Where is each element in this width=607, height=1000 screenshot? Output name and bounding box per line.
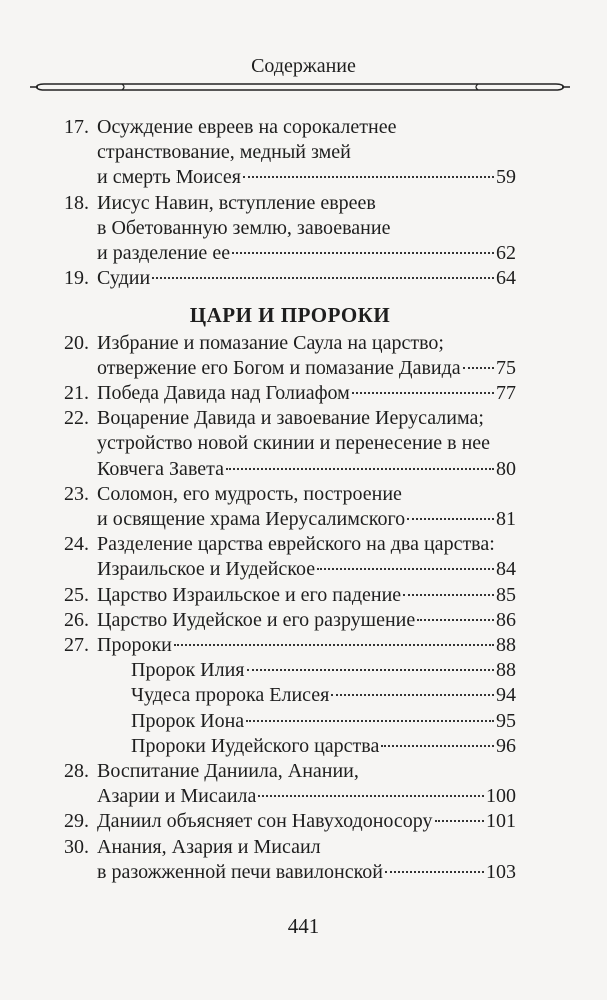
entry-page: 85 bbox=[496, 583, 516, 606]
entry-title-line: Соломон, его мудрость, построение bbox=[97, 482, 402, 505]
entry-title-line: Избрание и помазание Саула на царство; bbox=[97, 331, 444, 354]
toc-entry bbox=[64, 331, 516, 381]
table-of-contents bbox=[64, 115, 516, 885]
running-header: Содержание bbox=[251, 55, 356, 77]
entry-page: 88 bbox=[496, 634, 516, 657]
dot-leader bbox=[247, 669, 495, 671]
entry-title-line: странствование, медный змей bbox=[97, 141, 351, 164]
entry-title-line: в разожженной печи вавилонской bbox=[97, 860, 383, 883]
entry-title-line: в Обетованную землю, завоевание bbox=[97, 216, 391, 239]
dot-leader bbox=[226, 468, 494, 470]
entry-title-line: и освящение храма Иерусалимского bbox=[97, 508, 406, 531]
entry-title-line: Воспитание Даниила, Анании, bbox=[97, 760, 359, 783]
dot-leader bbox=[232, 252, 494, 254]
dot-leader bbox=[463, 367, 494, 369]
entry-number: 25. bbox=[64, 583, 89, 606]
sub-entry-page: 95 bbox=[496, 709, 516, 732]
toc-entry bbox=[64, 381, 516, 406]
sub-entry-page: 88 bbox=[496, 659, 516, 682]
dot-leader bbox=[403, 594, 494, 596]
toc-entry bbox=[64, 759, 516, 809]
toc-entry bbox=[64, 266, 516, 291]
entry-number: 18. bbox=[64, 191, 89, 214]
toc-sub-entry bbox=[64, 658, 516, 683]
entry-number: 26. bbox=[64, 608, 89, 631]
entry-number: 23. bbox=[64, 482, 89, 505]
sub-entry-title: Пророк Илия bbox=[131, 659, 245, 682]
entry-title-line: Победа Давида над Голиафом bbox=[97, 382, 350, 405]
sub-entry-page: 96 bbox=[496, 734, 516, 757]
entry-title-line: и смерть Моисея bbox=[97, 166, 241, 189]
entry-title-line: Даниил объясняет сон Навуходоносору bbox=[97, 810, 433, 833]
entry-page: 101 bbox=[486, 810, 516, 833]
dot-leader bbox=[417, 619, 494, 621]
toc-entry bbox=[64, 608, 516, 633]
toc-entry bbox=[64, 835, 516, 885]
entry-page: 81 bbox=[496, 508, 516, 531]
entry-page: 80 bbox=[496, 457, 516, 480]
section-title: ЦАРИ И ПРОРОКИ bbox=[189, 303, 391, 328]
dot-leader bbox=[243, 176, 494, 178]
toc-entry bbox=[64, 191, 516, 267]
entry-page: 64 bbox=[496, 267, 516, 290]
entry-title-line: Ковчега Завета bbox=[97, 457, 225, 480]
dot-leader bbox=[407, 518, 494, 520]
entry-title-line: отвержение его Богом и помазание Давида bbox=[97, 356, 461, 379]
entry-number: 22. bbox=[64, 407, 89, 430]
sub-entry-page: 94 bbox=[496, 684, 516, 707]
dot-leader bbox=[246, 720, 494, 722]
toc-entry bbox=[64, 532, 516, 582]
entry-page: 100 bbox=[486, 785, 516, 808]
decorative-rule bbox=[30, 80, 570, 94]
entry-number: 27. bbox=[64, 634, 89, 657]
sub-entry-title: Чудеса пророка Елисея bbox=[131, 684, 330, 707]
entry-title-line: Пророки bbox=[97, 634, 172, 657]
dot-leader bbox=[258, 795, 484, 797]
entry-title-line: и разделение ее bbox=[97, 242, 231, 265]
entry-number: 21. bbox=[64, 382, 89, 405]
toc-sub-entry bbox=[64, 683, 516, 708]
entry-page: 84 bbox=[496, 558, 516, 581]
entry-title-line: Воцарение Давида и завоевание Иерусалима; bbox=[97, 407, 484, 430]
entry-title-line: Царство Иудейское и его разрушение bbox=[97, 608, 416, 631]
entry-page: 62 bbox=[496, 242, 516, 265]
dot-leader bbox=[435, 820, 484, 822]
entry-title-line: Осуждение евреев на сорокалетнее bbox=[97, 116, 397, 138]
sub-entry-title: Пророки Иудейского царства bbox=[131, 734, 380, 757]
entry-title-line: Израильское и Иудейское bbox=[97, 558, 316, 581]
toc-entry bbox=[64, 809, 516, 834]
entry-number: 17. bbox=[64, 116, 89, 138]
toc-entry bbox=[64, 633, 516, 658]
dot-leader bbox=[381, 745, 494, 747]
entry-number: 29. bbox=[64, 810, 89, 833]
entry-page: 77 bbox=[496, 382, 516, 405]
entry-page: 59 bbox=[496, 166, 516, 189]
entry-title-line: Разделение царства еврейского на два царства: bbox=[97, 533, 495, 556]
entry-number: 19. bbox=[64, 267, 89, 290]
dot-leader bbox=[352, 392, 494, 394]
entry-page: 103 bbox=[486, 860, 516, 883]
entry-title-line: Иисус Навин, вступление евреев bbox=[97, 191, 376, 214]
dot-leader bbox=[385, 871, 484, 873]
dot-leader bbox=[317, 568, 494, 570]
entry-title-line: Азарии и Мисаила bbox=[97, 785, 257, 808]
toc-entry bbox=[64, 406, 516, 482]
entry-title-line: устройство новой скинии и перенесение в нее bbox=[97, 432, 491, 455]
entry-number: 24. bbox=[64, 533, 89, 556]
entry-page: 75 bbox=[496, 356, 516, 379]
sub-entry-title: Пророк Иона bbox=[131, 709, 245, 732]
entry-number: 30. bbox=[64, 835, 89, 858]
entry-title-line: Судии bbox=[97, 267, 151, 290]
page-number: 441 bbox=[287, 914, 320, 938]
entry-title-line: Царство Израильское и его падение bbox=[97, 583, 402, 606]
entry-page: 86 bbox=[496, 608, 516, 631]
toc-entry bbox=[64, 583, 516, 608]
entry-title-line: Анания, Азария и Мисаил bbox=[97, 835, 321, 858]
toc-entry bbox=[64, 115, 516, 191]
dot-leader bbox=[152, 277, 494, 279]
dot-leader bbox=[331, 694, 494, 696]
toc-sub-entry bbox=[64, 734, 516, 759]
toc-sub-entry bbox=[64, 709, 516, 734]
dot-leader bbox=[174, 644, 494, 646]
entry-number: 20. bbox=[64, 331, 89, 354]
entry-number: 28. bbox=[64, 760, 89, 783]
toc-entry bbox=[64, 482, 516, 532]
